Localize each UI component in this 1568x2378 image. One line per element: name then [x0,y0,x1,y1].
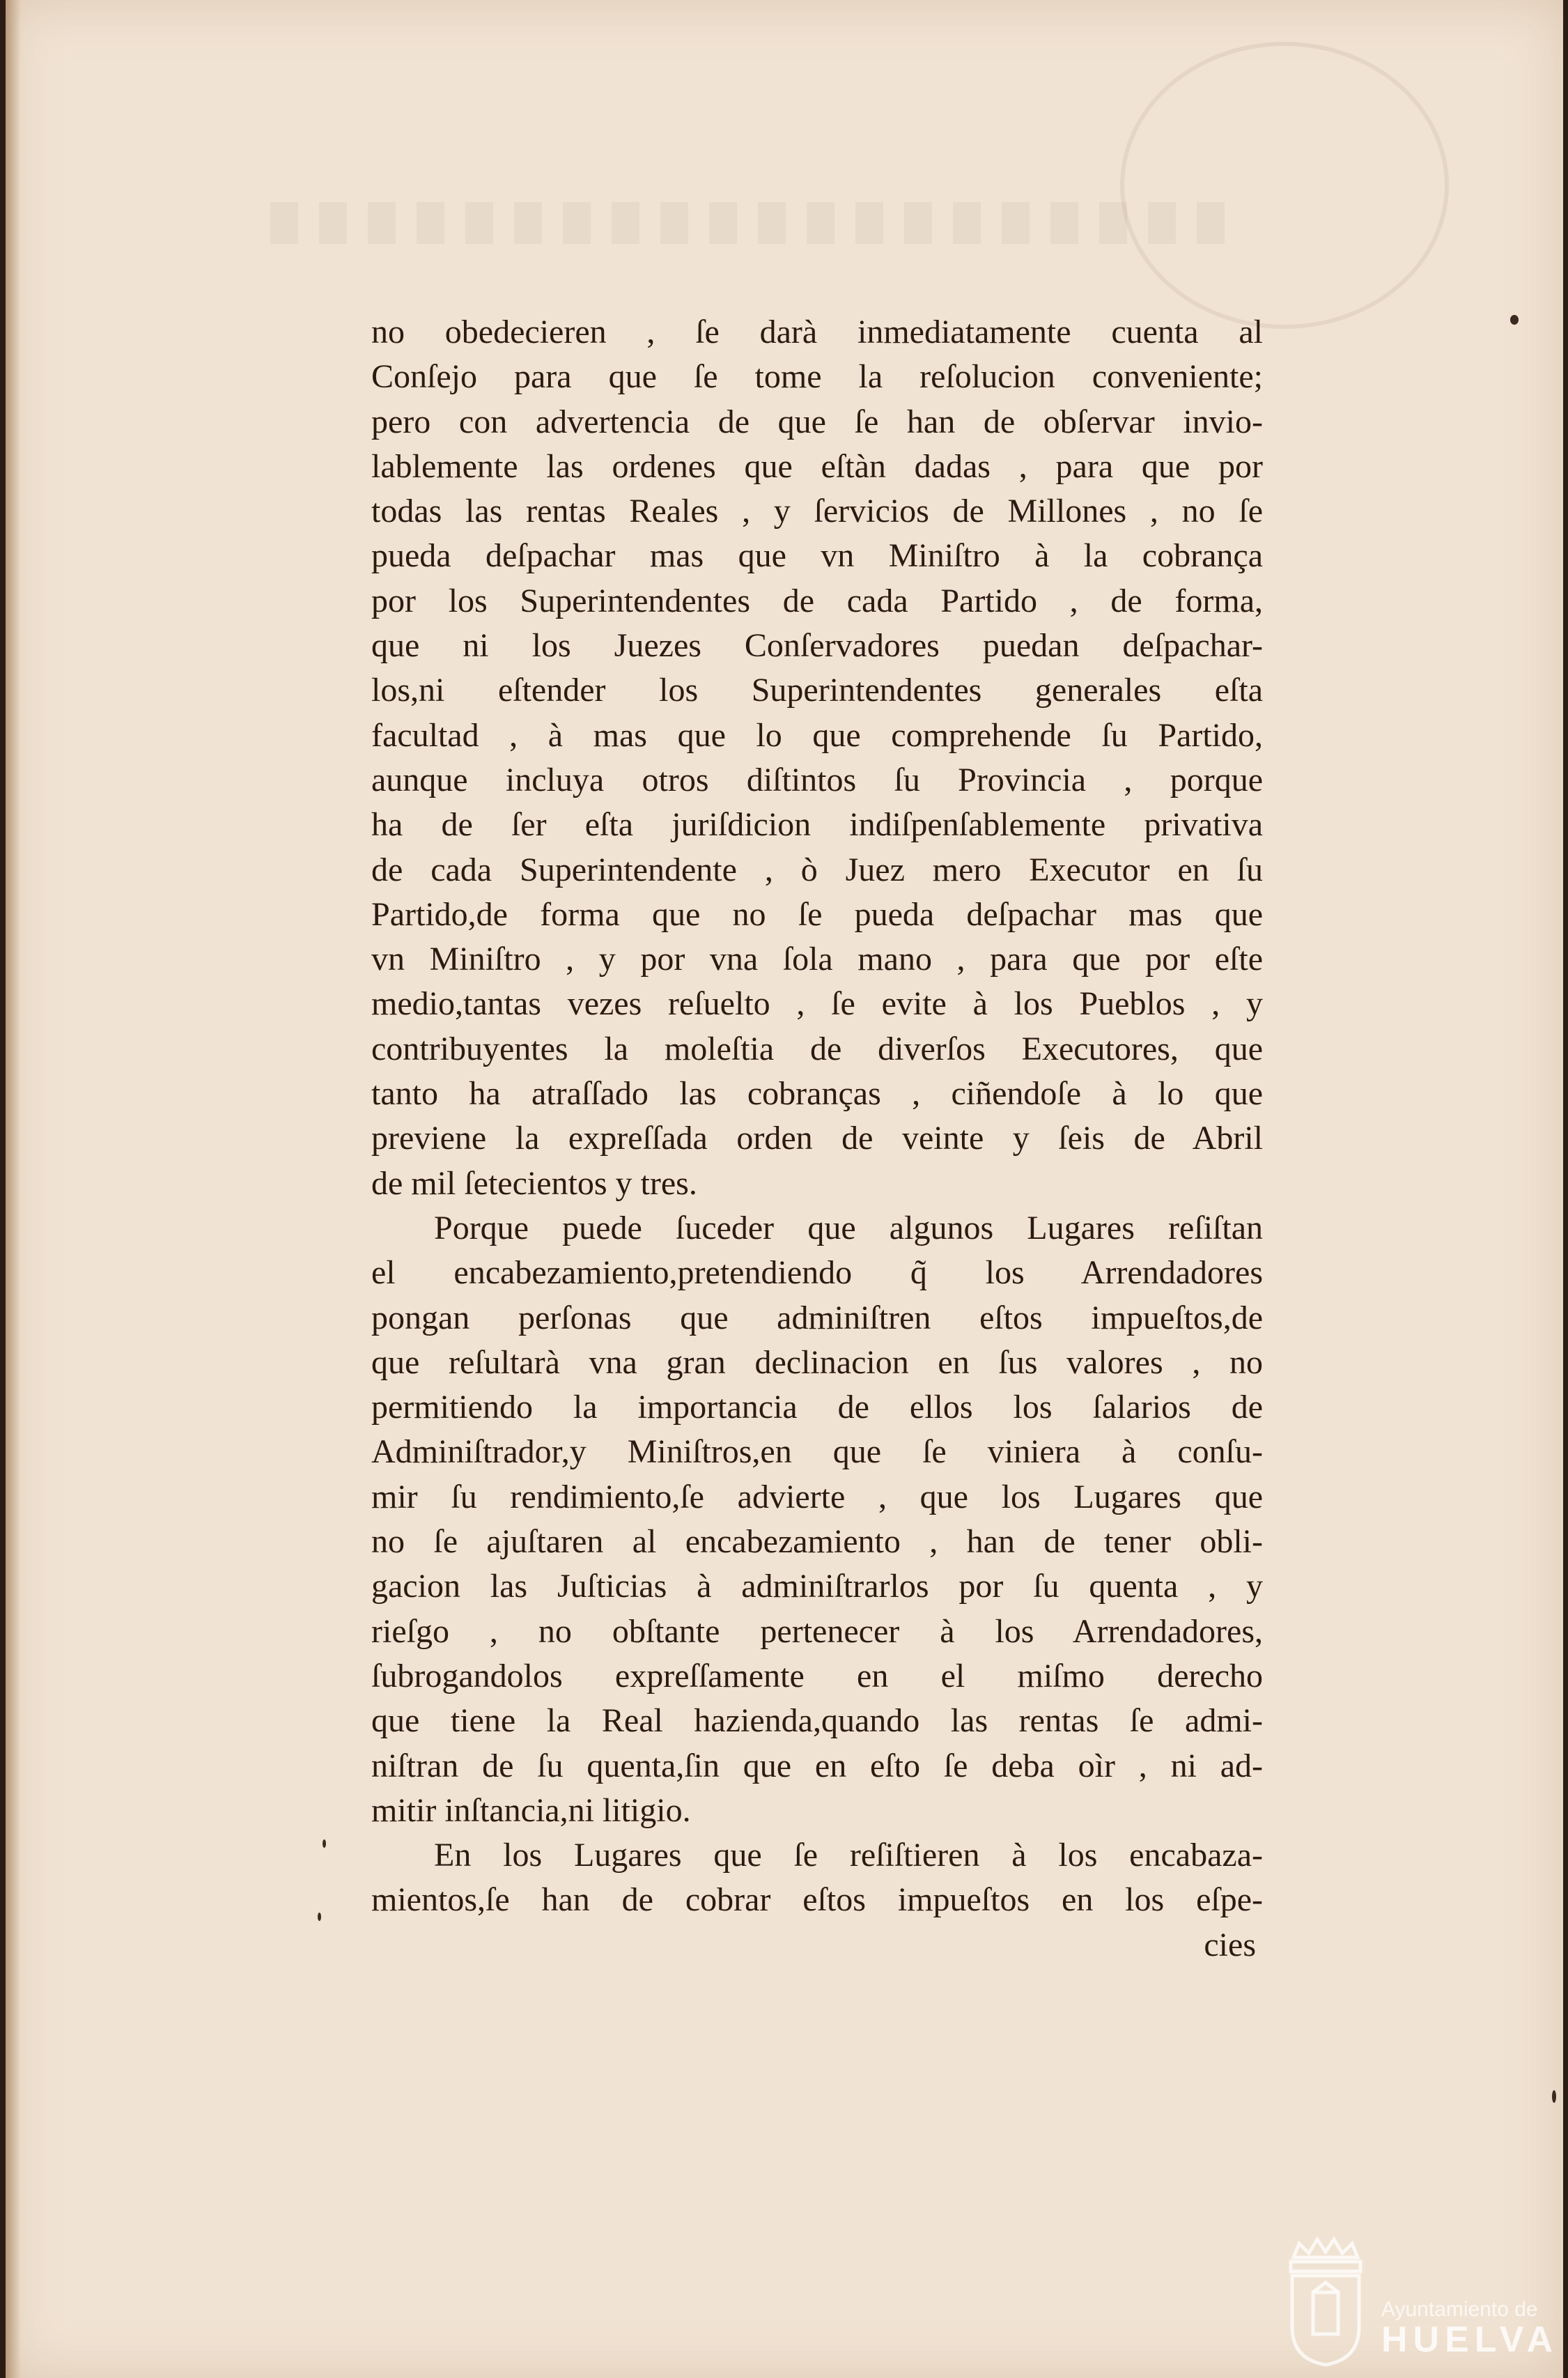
catchword: cies [1204,1926,1256,1963]
paragraph-start-line: Porque puede ſuceder que algunos Lugares reſiſtan [434,1209,1263,1246]
text-line: el encabezamiento,pretendiendo q̃ los Arrendadores [371,1254,1263,1292]
text-line: previene la expreſſada orden de veinte y ſeis de Abril [371,1120,1263,1157]
text-line: los,ni eſtender los Superintendentes generales eſta [371,672,1263,709]
paragraph-start-line: En los Lugares que ſe reſiſtieren à los encabaza- [434,1837,1263,1874]
bleed-through-text [270,202,1245,244]
ink-speck [318,1913,321,1921]
text-line: ſubrogandolos expreſſamente en el miſmo derecho [371,1657,1263,1694]
page-edge-shadow [6,0,21,2378]
text-line: mientos,ſe han de cobrar eſtos impueſtos en los eſpe- [371,1881,1263,1919]
text-line: niſtran de ſu quenta,ſin que en eſto ſe deba oìr , ni ad- [371,1747,1263,1784]
text-line: que reſultarà vna gran declinacion en ſus valores , no [371,1343,1263,1381]
text-line: permitiendo la importancia de ellos los ſalarios de [371,1389,1263,1426]
ayuntamiento-huelva-watermark [1284,2237,1562,2369]
text-line: tanto ha atraſſado las cobranças , ciñendoſe à lo que [371,1075,1263,1113]
bleed-through-stamp [1120,42,1449,329]
text-line: que ni los Juezes Conſervadores puedan deſpachar- [371,627,1263,665]
text-line: ha de ſer eſta juriſdicion indiſpenſablemente privativa [371,806,1263,844]
watermark-city: HUELVA [1381,2319,1559,2360]
city-crest-icon [1284,2237,1367,2369]
watermark-caption: Ayuntamiento de [1381,2298,1538,2321]
text-line: no ſe ajuſtaren al encabezamiento , han de tener obli- [371,1523,1263,1561]
text-line: pongan perſonas que adminiſtren eſtos impueſtos,de [371,1299,1263,1336]
text-line: de mil ſetecientos y tres. [371,1164,697,1202]
text-line: facultad , à mas que lo que comprehende ſu Partido, [371,716,1263,754]
text-line: por los Superintendentes de cada Partido , de forma, [371,582,1263,619]
text-line: Conſejo para que ſe tome la reſolucion conveniente; [371,358,1263,396]
text-line: Adminiſtrador,y Miniſtros,en que ſe viniera à conſu- [371,1433,1263,1471]
text-line: medio,tantas vezes reſuelto , ſe evite à los Pueblos , y [371,985,1263,1023]
ink-speck [1552,2090,1556,2103]
text-line: vn Miniſtro , y por vna ſola mano , para que por eſte [371,941,1263,978]
document-page [6,0,1563,2378]
text-line: gacion las Juſticias à adminiſtrarlos por ſu quenta , y [371,1568,1263,1605]
text-line: Partido,de forma que no ſe pueda deſpachar mas que [371,895,1263,933]
text-line: contribuyentes la moleſtia de diverſos Executores, que [371,1030,1263,1067]
text-line: de cada Superintendente , ò Juez mero Executor en ſu [371,851,1263,888]
text-line: rieſgo , no obſtante pertenecer à los Arrendadores, [371,1612,1263,1650]
text-line: todas las rentas Reales , y ſervicios de Millones , no ſe [371,493,1263,530]
ink-speck [323,1839,326,1848]
text-line: pero con advertencia de que ſe han de obſervar invio- [371,403,1263,440]
text-line: aunque incluya otros diſtintos ſu Provincia , porque [371,761,1263,798]
document-text [371,310,1263,1968]
ink-speck [1510,315,1519,325]
text-line: no obedecieren , ſe darà inmediatamente cuenta al [371,314,1263,350]
text-line: mitir inſtancia,ni litigio. [371,1791,691,1829]
text-line: lablemente las ordenes que eſtàn dadas , para que por [371,447,1263,485]
text-line: pueda deſpachar mas que vn Miniſtro à la cobrança [371,537,1263,575]
text-line: que tiene la Real hazienda,quando las rentas ſe admi- [371,1702,1263,1740]
text-line: mir ſu rendimiento,ſe advierte , que los Lugares que [371,1478,1263,1515]
